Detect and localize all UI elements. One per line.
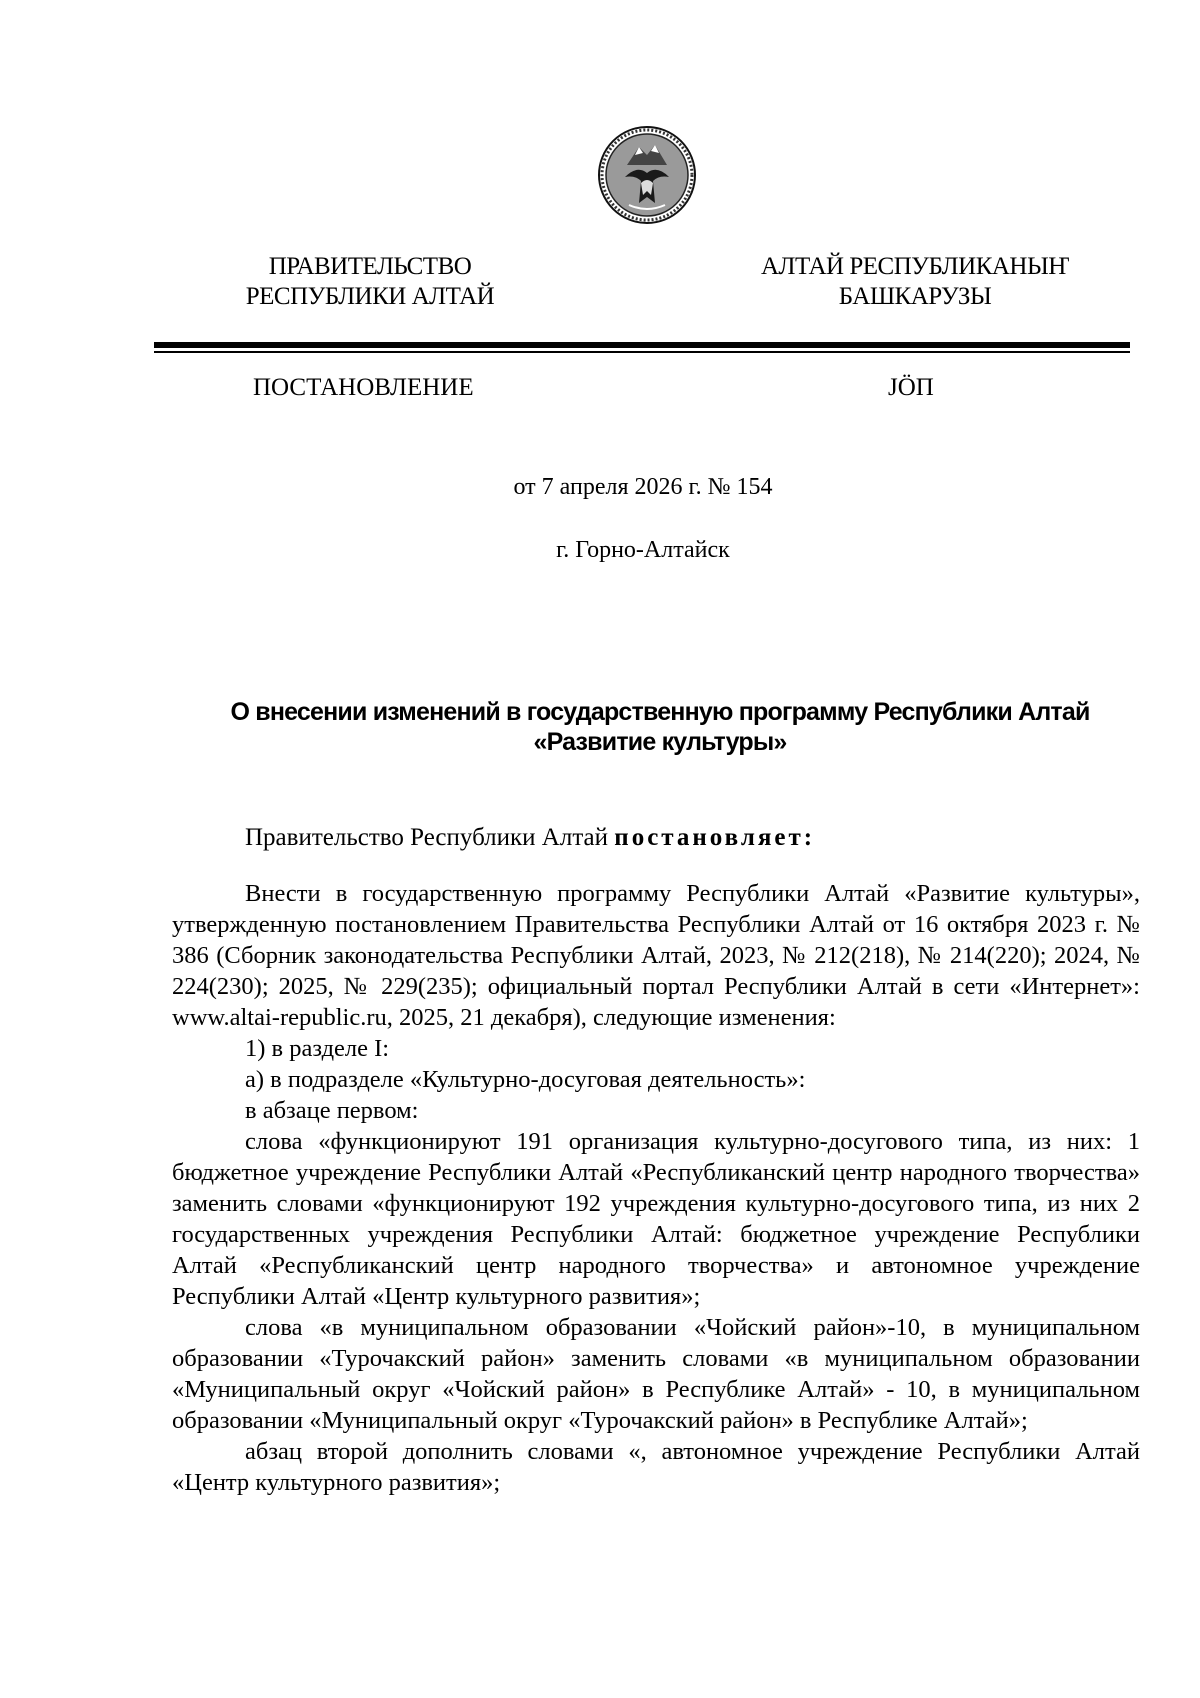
issuer-ru-line2: РЕСПУБЛИКИ АЛТАЙ xyxy=(245,283,495,310)
header-rule-thick xyxy=(154,342,1130,348)
header-rule-thin xyxy=(154,351,1130,353)
paragraph: а) в подразделе «Культурно-досуговая деятельность»: xyxy=(245,1066,806,1093)
document-title xyxy=(230,697,1090,757)
issuer-name-russian xyxy=(215,252,525,312)
preamble xyxy=(245,823,815,853)
title-line2: «Развитие культуры» xyxy=(533,728,787,756)
issuer-name-altai xyxy=(745,252,1085,312)
preamble-action: постановляет: xyxy=(614,824,816,851)
preamble-prefix: Правительство Республики Алтай xyxy=(245,824,609,851)
title-line1: О внесении изменений в государственную программу Республики Алтай xyxy=(230,698,1090,726)
paragraph: абзац второй дополнить словами «, автономное учреждение Республики Алтай «Центр культурного развития»; xyxy=(172,1438,1140,1496)
paragraph: слова «в муниципальном образовании «Чойский район»-10, в муниципальном образовании «Турочакский район» заменить словами «в муниципальном образовании «Муниципальный округ «Чойский район» в Республике Алтай» - 10, в муниципальном образовании «Муниципальный округ «Турочакский район» в Республике Алтай»; xyxy=(172,1314,1140,1434)
issuer-alt-line2: БАШКАРУЗЫ xyxy=(838,283,992,310)
issuer-alt-line1: АЛТАЙ РЕСПУБЛИКАНЫҤ xyxy=(760,253,1070,280)
paragraph: Внести в государственную программу Республики Алтай «Развитие культуры», утвержденную постановлением Правительства Республики Алтай от 16 октября 2023 г. № 386 (Сборник законодательства Республики Алтай, 2023, № 212(218), № 214(220); 2024, № 224(230); 2025, № 229(235); официальный портал Республики Алтай в сети «Интернет»: www.altai-republic.ru, 2025, 21 декабря), следующие изменения: xyxy=(172,880,1140,1031)
document-city: г. Горно-Алтайск xyxy=(556,537,730,563)
doc-type-altai: JӦП xyxy=(888,374,934,401)
doc-type-russian: ПОСТАНОВЛЕНИЕ xyxy=(253,374,474,401)
issuer-ru-line1: ПРАВИТЕЛЬСТВО xyxy=(268,253,472,280)
paragraph: в абзаце первом: xyxy=(245,1097,419,1124)
document-body xyxy=(172,878,1140,1498)
paragraph: 1) в разделе I: xyxy=(245,1035,390,1062)
republic-altai-emblem-icon xyxy=(597,125,697,225)
paragraph: слова «функционируют 191 организация культурно-досугового типа, из них: 1 бюджетное учреждение Республики Алтай «Республиканский центр народного творчества» заменить словами «функционируют 192 учреждения культурно-досугового типа, из них 2 государственных учреждения Республики Алтай: бюджетное учреждение Республики Алтай «Республиканский центр народного творчества» и автономное учреждение Республики Алтай «Центр культурного развития»; xyxy=(172,1128,1140,1310)
document-date-number: от 7 апреля 2026 г. № 154 xyxy=(513,474,773,500)
